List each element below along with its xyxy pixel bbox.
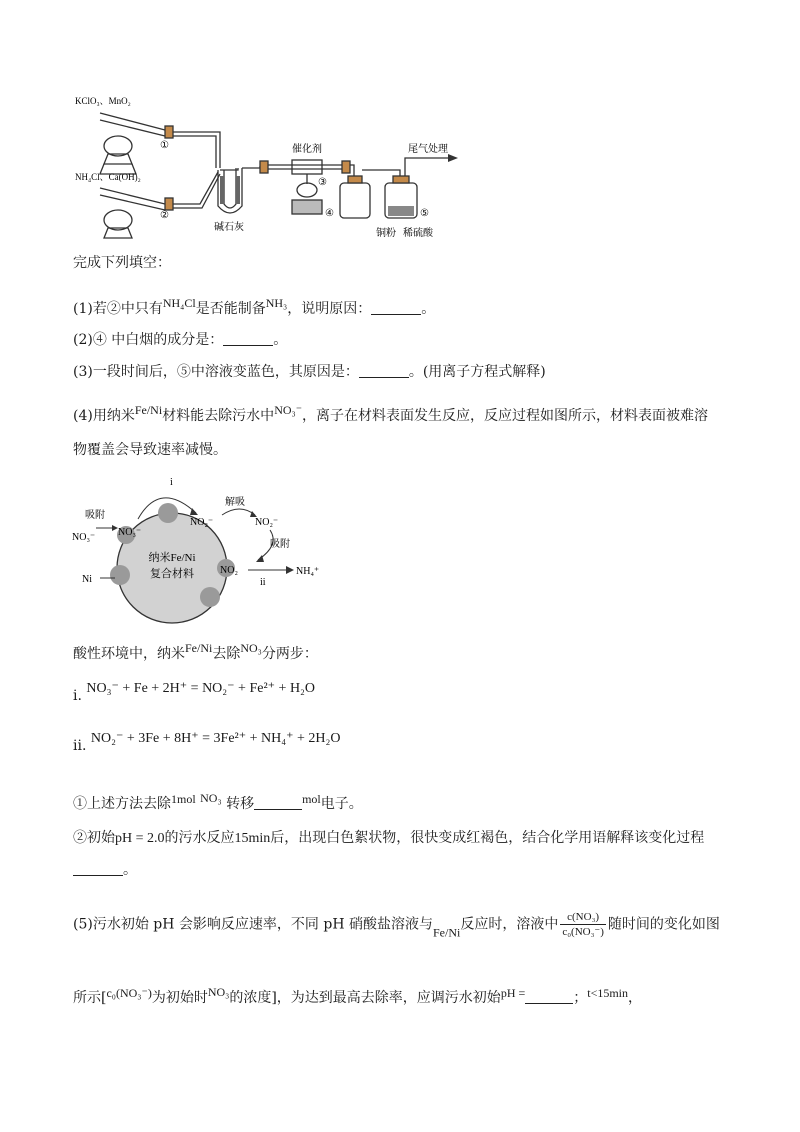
reagent-bottom-label: NH₄Cl、Ca(OH)₂ [75,172,141,182]
nh4-product: NH₄⁺ [296,566,320,577]
fraction-denominator: c₀(NO₃⁻) [562,926,604,938]
acid-environment-line: 酸性环境中，纳米Fe/Ni去除NO₃分两步： [73,641,318,662]
no2-adsorbed: NO₂⁻ [190,517,214,528]
step-ii-equation: ii. NO₂⁻ + 3Fe + 8H⁺ = 3Fe²⁺ + NH₄⁺ + 2H₂O [73,731,341,754]
answer-blank-3[interactable] [359,363,409,378]
answer-blank-6[interactable] [525,989,573,1004]
material-label-line1: 纳米Fe/Ni [148,552,196,564]
material-label-line2: 复合材料 [150,568,194,580]
answer-blank-4[interactable] [254,795,302,810]
question-5: (5)污水初始 pH 会影响反应速率，不同 pH 硝酸盐溶液与Fe/Ni反应时，溶液中 $\frac{\text{c(NO₃)}}{\text{c₀(NO₃⁻)}}$ 随时间的变化如图 [73,911,720,940]
no3-outer: NO₃⁻ [72,532,96,543]
intro-text: 完成下列填空： [73,255,171,271]
question-4-line2: 物覆盖会导致速率减慢。 [73,442,227,458]
soda-lime-label: 碱石灰 [214,222,244,233]
copper-powder-label: 铜粉 [376,228,396,239]
mark-3: ③ [318,177,327,188]
answer-blank-1[interactable] [371,300,421,315]
answer-blank-2[interactable] [223,331,273,346]
fraction-numerator: c(NO₃) [560,910,606,925]
dilute-acid-label: 稀硫酸 [403,228,433,239]
tail-gas-label: 尾气处理 [408,144,448,155]
no2-readsorbed: NO₂ [220,565,238,576]
question-1: (1)若②中只有NH₄Cl是否能制备NH₃，说明原因： 。 [73,296,436,317]
sub-question-2-line2: 。 [73,860,137,880]
no3-adsorbed: NO₃⁻ [118,527,142,538]
question-5-line2: 所示[c₀(NO₃⁻)为初始时NO₃的浓度]，为达到最高去除率，应调污水初始pH = ；t<15min， [73,985,643,1006]
sub-question-1: ①上述方法去除1mol NO₃ 转移 mol电子。 [73,791,363,812]
reagent-top-label: KClO₃、MnO₂ [75,96,131,106]
ni-label: Ni [82,574,92,585]
mark-1: ① [160,140,169,151]
mark-4: ④ [325,208,334,219]
question-3: (3)一段时间后，⑤中溶液变蓝色，其原因是： 。(用离子方程式解释) [73,364,546,380]
no2-free: NO₂⁻ [255,517,279,528]
step-ii-label: ii [260,577,266,588]
mark-5: ⑤ [420,208,429,219]
mark-2: ② [160,210,169,221]
step-i-equation: i. NO₃⁻ + Fe + 2H⁺ = NO₂⁻ + Fe²⁺ + H₂O [73,681,316,704]
mechanism-diagram [70,475,350,625]
step-i-label: i [170,477,173,488]
question-4: (4)用纳米Fe/Ni材料能去除污水中NO₃⁻，离子在材料表面发生反应，反应过程如图所示，材料表面被难溶 [73,403,709,424]
apparatus-diagram [70,88,490,248]
desorb-label: 解吸 [225,497,245,508]
answer-blank-5[interactable] [73,861,123,876]
adsorb-label-1: 吸附 [85,510,105,521]
question-2: (2)④ 中白烟的成分是： 。 [73,332,288,348]
adsorb-label-2: 吸附 [270,539,290,550]
sub-question-2: ②初始pH = 2.0的污水反应15min后，出现白色絮状物，很快变成红褐色，结合化学用语解释该变化过程 [73,830,705,846]
catalyst-label: 催化剂 [292,144,322,155]
